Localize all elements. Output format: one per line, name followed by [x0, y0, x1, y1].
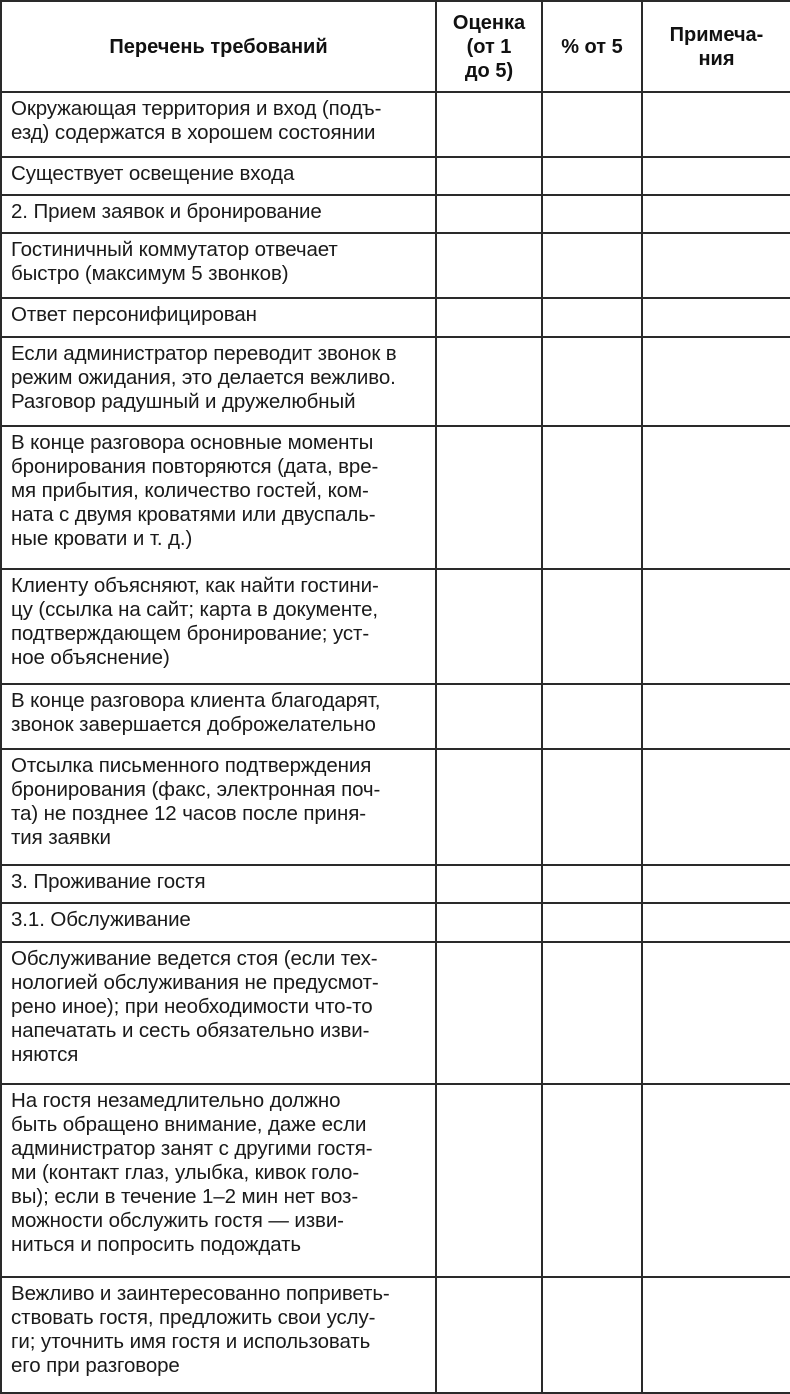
header-row	[1, 1, 790, 92]
notes-cell[interactable]	[642, 426, 790, 569]
table-row	[1, 157, 790, 195]
notes-cell[interactable]	[642, 1277, 790, 1393]
notes-cell[interactable]	[642, 157, 790, 195]
header-requirements-label: Перечень требований	[109, 35, 328, 58]
table-row	[1, 903, 790, 942]
header-notes	[642, 1, 790, 92]
requirement-cell	[1, 298, 436, 337]
score-cell[interactable]	[436, 233, 542, 298]
table-row	[1, 195, 790, 233]
score-cell[interactable]	[436, 195, 542, 233]
percent-cell[interactable]	[542, 157, 642, 195]
requirement-cell	[1, 157, 436, 195]
requirement-cell	[1, 684, 436, 749]
header-notes-line-2: ния	[698, 47, 735, 70]
requirement-cell	[1, 337, 436, 426]
requirement-line: цу (ссылка на сайт; карта в документе,	[11, 598, 378, 621]
table-row	[1, 1084, 790, 1277]
percent-cell[interactable]	[542, 569, 642, 684]
requirement-line: 2. Прием заявок и бронирование	[11, 200, 322, 223]
notes-cell[interactable]	[642, 233, 790, 298]
requirement-line: Существует освещение входа	[11, 162, 295, 185]
notes-cell[interactable]	[642, 1084, 790, 1277]
requirement-line: ги; уточнить имя гостя и использовать	[11, 1330, 371, 1353]
requirement-line: Ответ персонифицирован	[11, 303, 257, 326]
requirement-line: Если администратор переводит звонок в	[11, 342, 397, 365]
notes-cell[interactable]	[642, 337, 790, 426]
table-row	[1, 92, 790, 157]
score-cell[interactable]	[436, 684, 542, 749]
requirement-line: На гостя незамедлительно должно	[11, 1089, 341, 1112]
table-row	[1, 1277, 790, 1393]
requirement-cell	[1, 749, 436, 865]
requirement-line: ми (контакт глаз, улыбка, кивок голо-	[11, 1161, 360, 1184]
percent-cell[interactable]	[542, 195, 642, 233]
requirement-line: 3.1. Обслуживание	[11, 908, 191, 931]
requirement-line: Клиенту объясняют, как найти гостини-	[11, 574, 379, 597]
requirement-line: ное объяснение)	[11, 646, 170, 669]
percent-cell[interactable]	[542, 903, 642, 942]
requirement-cell	[1, 942, 436, 1084]
score-cell[interactable]	[436, 157, 542, 195]
percent-cell[interactable]	[542, 298, 642, 337]
score-cell[interactable]	[436, 1277, 542, 1393]
requirement-cell	[1, 426, 436, 569]
table-row	[1, 749, 790, 865]
score-cell[interactable]	[436, 337, 542, 426]
table-row	[1, 942, 790, 1084]
table-row	[1, 569, 790, 684]
table-row	[1, 298, 790, 337]
score-cell[interactable]	[436, 749, 542, 865]
percent-cell[interactable]	[542, 865, 642, 903]
percent-cell[interactable]	[542, 684, 642, 749]
requirement-line: вы); если в течение 1–2 мин нет воз-	[11, 1185, 359, 1208]
requirement-line: Окружающая территория и вход (подъ-	[11, 97, 382, 120]
requirement-cell	[1, 903, 436, 942]
score-cell[interactable]	[436, 1084, 542, 1277]
requirement-line: езд) содержатся в хорошем состоянии	[11, 121, 376, 144]
percent-cell[interactable]	[542, 942, 642, 1084]
percent-cell[interactable]	[542, 92, 642, 157]
requirement-line: Отсылка письменного подтверждения	[11, 754, 372, 777]
requirement-line: быстро (максимум 5 звонков)	[11, 262, 289, 285]
requirement-line: ствовать гостя, предложить свои услу-	[11, 1306, 376, 1329]
percent-cell[interactable]	[542, 233, 642, 298]
percent-cell[interactable]	[542, 749, 642, 865]
notes-cell[interactable]	[642, 942, 790, 1084]
score-cell[interactable]	[436, 865, 542, 903]
requirement-line: нологией обслуживания не предусмот-	[11, 971, 379, 994]
requirement-line: няются	[11, 1043, 79, 1066]
percent-cell[interactable]	[542, 426, 642, 569]
header-percent-label: % от 5	[561, 35, 623, 58]
requirement-line: ные кровати и т. д.)	[11, 527, 193, 550]
requirement-cell	[1, 1084, 436, 1277]
requirement-cell	[1, 195, 436, 233]
score-cell[interactable]	[436, 92, 542, 157]
requirement-line: администратор занят с другими гостя-	[11, 1137, 373, 1160]
requirement-line: бронирования (факс, электронная поч-	[11, 778, 381, 801]
requirement-line: быть обращено внимание, даже если	[11, 1113, 367, 1136]
requirement-line: бронирования повторяются (дата, вре-	[11, 455, 379, 478]
notes-cell[interactable]	[642, 195, 790, 233]
requirement-cell	[1, 233, 436, 298]
percent-cell[interactable]	[542, 1084, 642, 1277]
requirement-line: ниться и попросить подождать	[11, 1233, 301, 1256]
requirement-line: та) не позднее 12 часов после приня-	[11, 802, 366, 825]
requirement-cell	[1, 1277, 436, 1393]
requirement-line: напечатать и сесть обязательно изви-	[11, 1019, 370, 1042]
requirement-line: можности обслужить гостя — изви-	[11, 1209, 344, 1232]
requirement-line: рено иное); при необходимости что-то	[11, 995, 373, 1018]
requirement-line: Обслуживание ведется стоя (если тех-	[11, 947, 378, 970]
requirement-line: звонок завершается доброжелательно	[11, 713, 376, 736]
notes-cell[interactable]	[642, 903, 790, 942]
requirement-line: Разговор радушный и дружелюбный	[11, 390, 356, 413]
notes-cell[interactable]	[642, 684, 790, 749]
requirement-line: подтверждающем бронирование; уст-	[11, 622, 370, 645]
score-cell[interactable]	[436, 903, 542, 942]
requirement-cell	[1, 865, 436, 903]
notes-cell[interactable]	[642, 749, 790, 865]
table-row	[1, 337, 790, 426]
header-requirements	[1, 1, 436, 92]
table-body	[1, 92, 790, 1393]
notes-cell[interactable]	[642, 298, 790, 337]
requirement-cell	[1, 569, 436, 684]
requirement-line: В конце разговора клиента благодарят,	[11, 689, 381, 712]
table-row	[1, 233, 790, 298]
header-score-line-3: до 5)	[464, 59, 514, 82]
requirement-line: мя прибытия, количество гостей, ком-	[11, 479, 369, 502]
score-cell[interactable]	[436, 426, 542, 569]
table-row	[1, 684, 790, 749]
header-score-line-1: Оценка	[452, 11, 526, 34]
table-row	[1, 865, 790, 903]
score-cell[interactable]	[436, 298, 542, 337]
score-cell[interactable]	[436, 569, 542, 684]
requirement-line: 3. Проживание гостя	[11, 870, 206, 893]
notes-cell[interactable]	[642, 865, 790, 903]
requirement-cell	[1, 92, 436, 157]
requirement-line: Вежливо и заинтересованно поприветь-	[11, 1282, 390, 1305]
header-score	[436, 1, 542, 92]
requirement-line: его при разговоре	[11, 1354, 180, 1377]
header-percent	[542, 1, 642, 92]
requirement-line: В конце разговора основные моменты	[11, 431, 374, 454]
requirement-line: тия заявки	[11, 826, 111, 849]
requirement-line: Гостиничный коммутатор отвечает	[11, 238, 338, 261]
header-score-line-2: (от 1	[466, 35, 512, 58]
score-cell[interactable]	[436, 942, 542, 1084]
header-notes-line-1: Примеча-	[669, 23, 764, 46]
requirement-line: режим ожидания, это делается вежливо.	[11, 366, 396, 389]
notes-cell[interactable]	[642, 92, 790, 157]
table-row	[1, 426, 790, 569]
requirement-line: ната с двумя кроватями или двуспаль-	[11, 503, 376, 526]
percent-cell[interactable]	[542, 337, 642, 426]
percent-cell[interactable]	[542, 1277, 642, 1393]
notes-cell[interactable]	[642, 569, 790, 684]
